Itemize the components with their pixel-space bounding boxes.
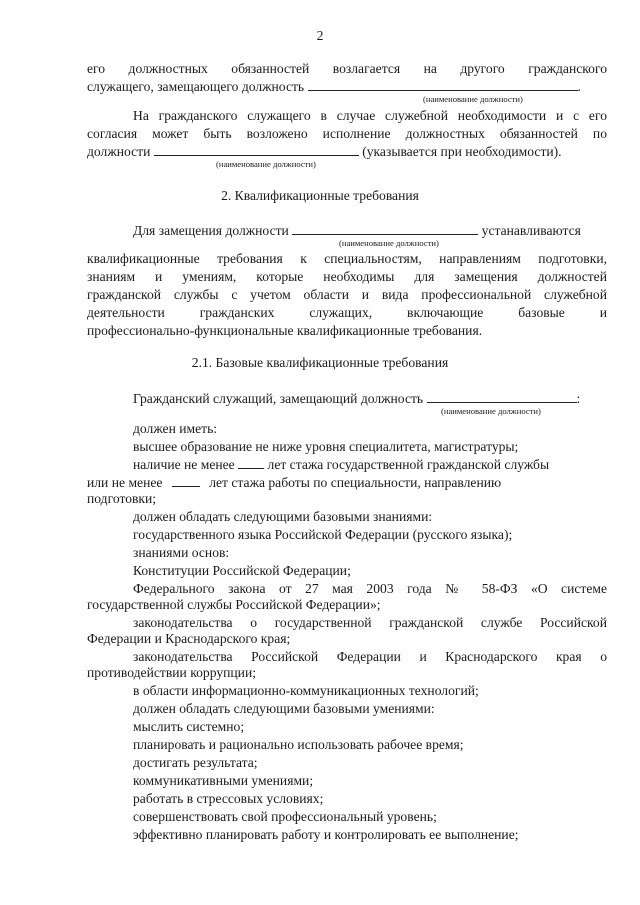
experience-line2 xyxy=(87,474,607,491)
legislation-line2: Федерации и Краснодарского края; xyxy=(87,631,291,646)
experience-line2-b: лет стажа работы по специальности, направлению xyxy=(209,475,502,490)
paragraph1-line2 xyxy=(87,78,581,95)
page-number: 2 xyxy=(316,28,324,43)
law-line1: Федерального закона от 27 мая 2003 года № 58-ФЗ «О системе xyxy=(133,581,607,596)
experience-line2-a: или не менее xyxy=(87,475,163,490)
section21-line1-start: Гражданский служащий, замещающий должность xyxy=(133,391,424,406)
list-item: государственного языка Российской Федерации (русского языка); xyxy=(133,527,513,542)
list-item: должен обладать следующими базовыми знаниями: xyxy=(133,509,433,524)
caption-position-3: (наименование должности) xyxy=(339,238,439,248)
position-blank-1 xyxy=(308,79,578,91)
law-line2: государственной службы Российской Федерации»; xyxy=(87,597,381,612)
list-item: работать в стрессовых условиях; xyxy=(133,791,324,806)
section2-line3: знаниям и умениям, которые необходимы для замещения должностей xyxy=(87,269,607,284)
corruption-line1: законодательства Российской Федерации и Краснодарского края о xyxy=(133,649,607,664)
list-item: мыслить системно; xyxy=(133,719,245,734)
experience-line1-a: наличие не менее xyxy=(133,457,235,472)
list-item: достигать результата; xyxy=(133,755,258,770)
experience-line1 xyxy=(133,456,607,473)
list-item: планировать и рационально использовать рабочее время; xyxy=(133,737,464,752)
paragraph1-line2-text: служащего, замещающего должность xyxy=(87,79,305,94)
section2-line1 xyxy=(133,222,581,239)
section2-line5: деятельности гражданских служащих, включающие базовые и xyxy=(87,305,607,320)
position-blank-3 xyxy=(292,223,478,235)
section21-line1-end: : xyxy=(576,391,581,406)
list-item: эффективно планировать работу и контролировать ее выполнение; xyxy=(133,827,519,842)
list-item: в области информационно-коммуникационных технологий; xyxy=(133,683,479,698)
corruption-line2: противодействии коррупции; xyxy=(87,665,256,680)
paragraph2-line3 xyxy=(87,143,562,160)
years-blank-1 xyxy=(238,457,264,469)
section2-line1-start: Для замещения должности xyxy=(133,223,289,238)
paragraph2-line2: согласия может быть возложено исполнение должностных обязанностей по xyxy=(87,126,607,141)
list-item: должен иметь: xyxy=(133,421,218,436)
list-item: высшее образование не ниже уровня специалитета, магистратуры; xyxy=(133,439,519,454)
section2-line4: гражданской службы с учетом области и вида профессиональной служебной xyxy=(87,287,607,302)
section2-line1-end: устанавливаются xyxy=(481,223,581,238)
paragraph2-line1: На гражданского служащего в случае служебной необходимости и с его xyxy=(133,108,607,123)
list-item: знаниями основ: xyxy=(133,545,230,560)
section21-heading: 2.1. Базовые квалификационные требования xyxy=(191,355,449,370)
paragraph1-line1: его должностных обязанностей возлагается на другого гражданского xyxy=(87,61,607,76)
list-item: совершенствовать свой профессиональный уровень; xyxy=(133,809,437,824)
experience-line1-b: лет стажа государственной гражданской службы xyxy=(267,457,550,472)
section21-line1 xyxy=(133,390,580,407)
experience-line3: подготовки; xyxy=(87,491,157,506)
list-item: должен обладать следующими базовыми умениями: xyxy=(133,701,435,716)
list-item: Конституции Российской Федерации; xyxy=(133,563,351,578)
years-blank-2 xyxy=(172,475,200,487)
list-item: коммуникативными умениями; xyxy=(133,773,314,788)
position-blank-2 xyxy=(154,144,359,156)
position-blank-4 xyxy=(427,391,577,403)
paragraph2-line3-end: (указывается при необходимости). xyxy=(362,144,562,159)
paragraph1-line2-end: . xyxy=(577,79,581,94)
caption-position-1: (наименование должности) xyxy=(423,94,523,104)
legislation-line1: законодательства о государственной гражданской службе Российской xyxy=(133,615,607,630)
caption-position-4: (наименование должности) xyxy=(441,406,541,416)
caption-position-2: (наименование должности) xyxy=(216,159,316,169)
section2-heading: 2. Квалификационные требования xyxy=(221,188,419,203)
paragraph2-line3-start: должности xyxy=(87,144,151,159)
section2-line2: квалификационные требования к специальностям, направлениям подготовки, xyxy=(87,251,607,266)
section2-line6: профессионально-функциональные квалификационные требования. xyxy=(87,323,483,338)
